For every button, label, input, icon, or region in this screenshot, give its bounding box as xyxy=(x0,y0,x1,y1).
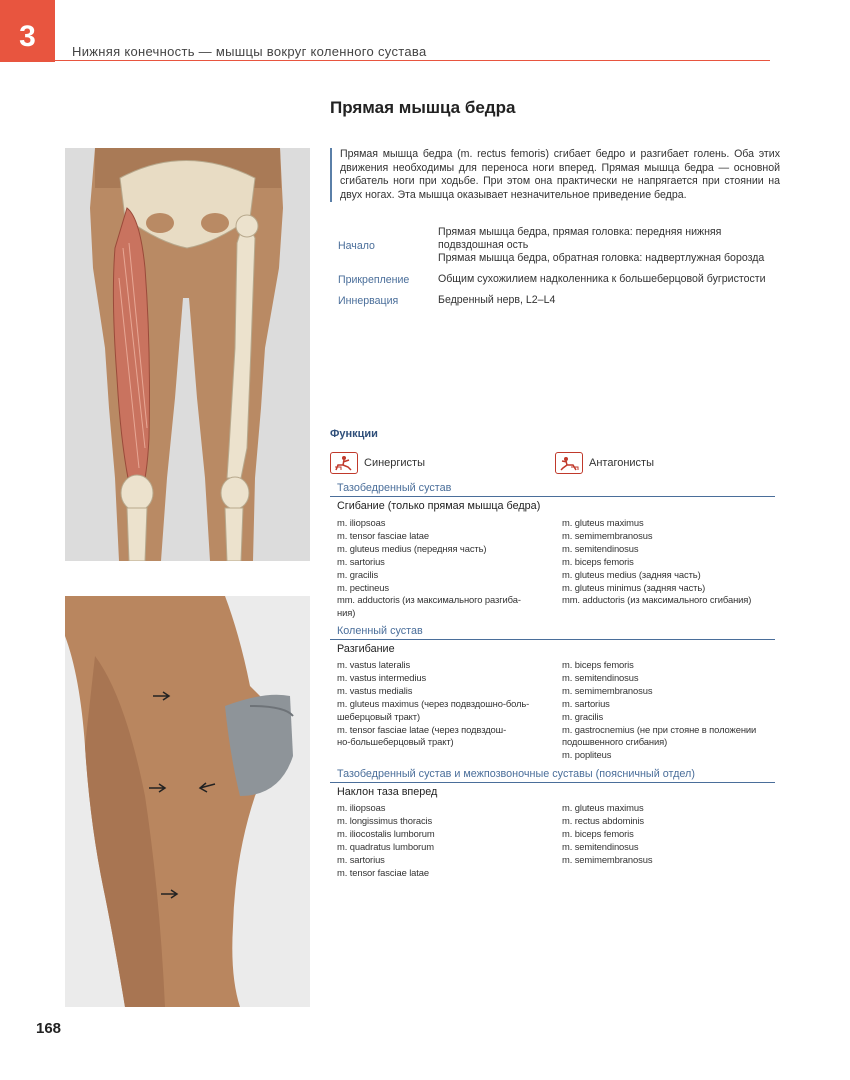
knee-synergists-list xyxy=(337,659,529,749)
pelvis-synergists-list xyxy=(337,802,435,879)
insertion-label: Прикрепление xyxy=(338,273,410,286)
list-item: m. semitendinosus xyxy=(562,542,639,554)
list-item: m. biceps femoris xyxy=(562,659,634,670)
section-hip-title: Тазобедренный сустав xyxy=(330,482,775,497)
list-item: m. semitendinosus xyxy=(562,671,639,683)
list-item: m. iliopsoas xyxy=(337,802,386,813)
list-item: m. gluteus minimus (задняя часть) xyxy=(562,581,706,593)
list-item: m. sartorius xyxy=(562,697,610,709)
chapter-number-badge xyxy=(0,0,55,62)
running-title: Нижняя конечность — мышцы вокруг коленного сустава xyxy=(72,44,427,59)
innervation-value: Бедренный нерв, L2–L4 xyxy=(438,294,556,306)
chapter-number: 3 xyxy=(19,20,36,53)
origin-value xyxy=(438,226,770,265)
origin-row xyxy=(338,226,770,265)
list-item: m. longissimus thoracis xyxy=(337,814,433,826)
antagonist-icon xyxy=(555,452,583,474)
list-item: ния) xyxy=(337,607,356,619)
knee-antagonists-list xyxy=(562,659,756,762)
list-item: m. popliteus xyxy=(562,749,612,761)
list-item: шеберцовый тракт) xyxy=(337,710,421,722)
section-hip-subtitle: Сгибание (только прямая мышца бедра) xyxy=(337,500,541,512)
synergists-label: Синергисты xyxy=(364,457,425,469)
list-item: m. biceps femoris xyxy=(562,555,634,567)
insertion-value: Общим сухожилием надколенника к большеберцовой бугристости xyxy=(438,273,766,285)
list-item: m. quadratus lumborum xyxy=(337,840,434,852)
functions-title: Функции xyxy=(330,428,378,440)
list-item: m. gluteus maximus xyxy=(562,802,644,813)
list-item: m. iliocostalis lumborum xyxy=(337,827,435,839)
list-item: m. gracilis xyxy=(562,710,604,722)
list-item: m. tensor fasciae latae xyxy=(337,866,430,878)
list-item: m. biceps femoris xyxy=(562,827,634,839)
innervation-label: Иннервация xyxy=(338,294,399,307)
list-item: m. pectineus xyxy=(337,581,389,593)
hip-synergists-list xyxy=(337,517,521,620)
list-item: m. vastus lateralis xyxy=(337,659,411,670)
section-knee-subtitle: Разгибание xyxy=(337,643,395,655)
anatomy-illustration xyxy=(65,148,310,561)
list-item: m. gluteus medius (передняя часть) xyxy=(337,542,487,554)
section-pelvis-subtitle: Наклон таза вперед xyxy=(337,786,438,798)
antagonists-legend xyxy=(555,452,654,474)
intro-paragraph: Прямая мышца бедра (m. rectus femoris) сгибает бедро и разгибает голень. Оба этих движения необходимы для переноса ноги вперед. Прямая мышца бедра — основной сгибатель ноги при ходьбе. При этом она практически не напрягается при стоянии на двух ногах. Эта мышца оказывает незначительное приведение бедра. xyxy=(330,148,780,202)
list-item: m. iliopsoas xyxy=(337,517,386,528)
list-item: m. semimembranosus xyxy=(562,529,653,541)
list-item: m. sartorius xyxy=(337,555,385,567)
list-item: m. gracilis xyxy=(337,568,379,580)
list-item: mm. adductoris (из максимального сгибания) xyxy=(562,594,752,606)
page-number: 168 xyxy=(36,1020,62,1037)
innervation-row xyxy=(338,294,770,307)
list-item: m. rectus abdominis xyxy=(562,814,644,826)
list-item: m. gastrocnemius (не при стояне в положении xyxy=(562,723,757,735)
leg-photo xyxy=(65,596,310,1007)
list-item: m. gluteus maximus (через подвздошно-боль- xyxy=(337,697,530,709)
list-item: m. vastus medialis xyxy=(337,684,413,696)
list-item: подошвенного сгибания) xyxy=(562,736,668,748)
header-rule xyxy=(55,60,770,61)
origin-label: Начало xyxy=(338,239,375,252)
list-item: m. tensor fasciae latae xyxy=(337,529,430,541)
list-item: m. semimembranosus xyxy=(562,684,653,696)
list-item: m. gluteus maximus xyxy=(562,517,644,528)
list-item: m. semimembranosus xyxy=(562,853,653,865)
antagonists-label: Антагонисты xyxy=(589,457,654,469)
muscle-info-table xyxy=(338,226,770,315)
page-title: Прямая мышца бедра xyxy=(330,98,516,117)
section-knee-title: Коленный сустав xyxy=(330,625,775,640)
hip-antagonists-list xyxy=(562,517,751,607)
list-item: m. tensor fasciae latae (через подвздош- xyxy=(337,723,507,735)
synergist-icon xyxy=(330,452,358,474)
list-item: m. gluteus medius (задняя часть) xyxy=(562,568,701,580)
synergists-legend xyxy=(330,452,425,474)
list-item: m. vastus intermedius xyxy=(337,671,427,683)
list-item: m. sartorius xyxy=(337,853,385,865)
origin-line-2: Прямая мышца бедра, обратная головка: надвертлужная борозда xyxy=(438,252,765,264)
section-pelvis-title: Тазобедренный сустав и межпозвоночные суставы (поясничный отдел) xyxy=(330,768,775,783)
list-item: m. semitendinosus xyxy=(562,840,639,852)
insertion-row xyxy=(338,273,770,286)
list-item: но-большеберцовый тракт) xyxy=(337,736,454,748)
list-item: mm. adductoris (из максимального разгиба- xyxy=(337,594,521,606)
pelvis-antagonists-list xyxy=(562,802,652,867)
origin-line-1: Прямая мышца бедра, прямая головка: передняя нижняя подвздошная ость xyxy=(438,226,722,251)
